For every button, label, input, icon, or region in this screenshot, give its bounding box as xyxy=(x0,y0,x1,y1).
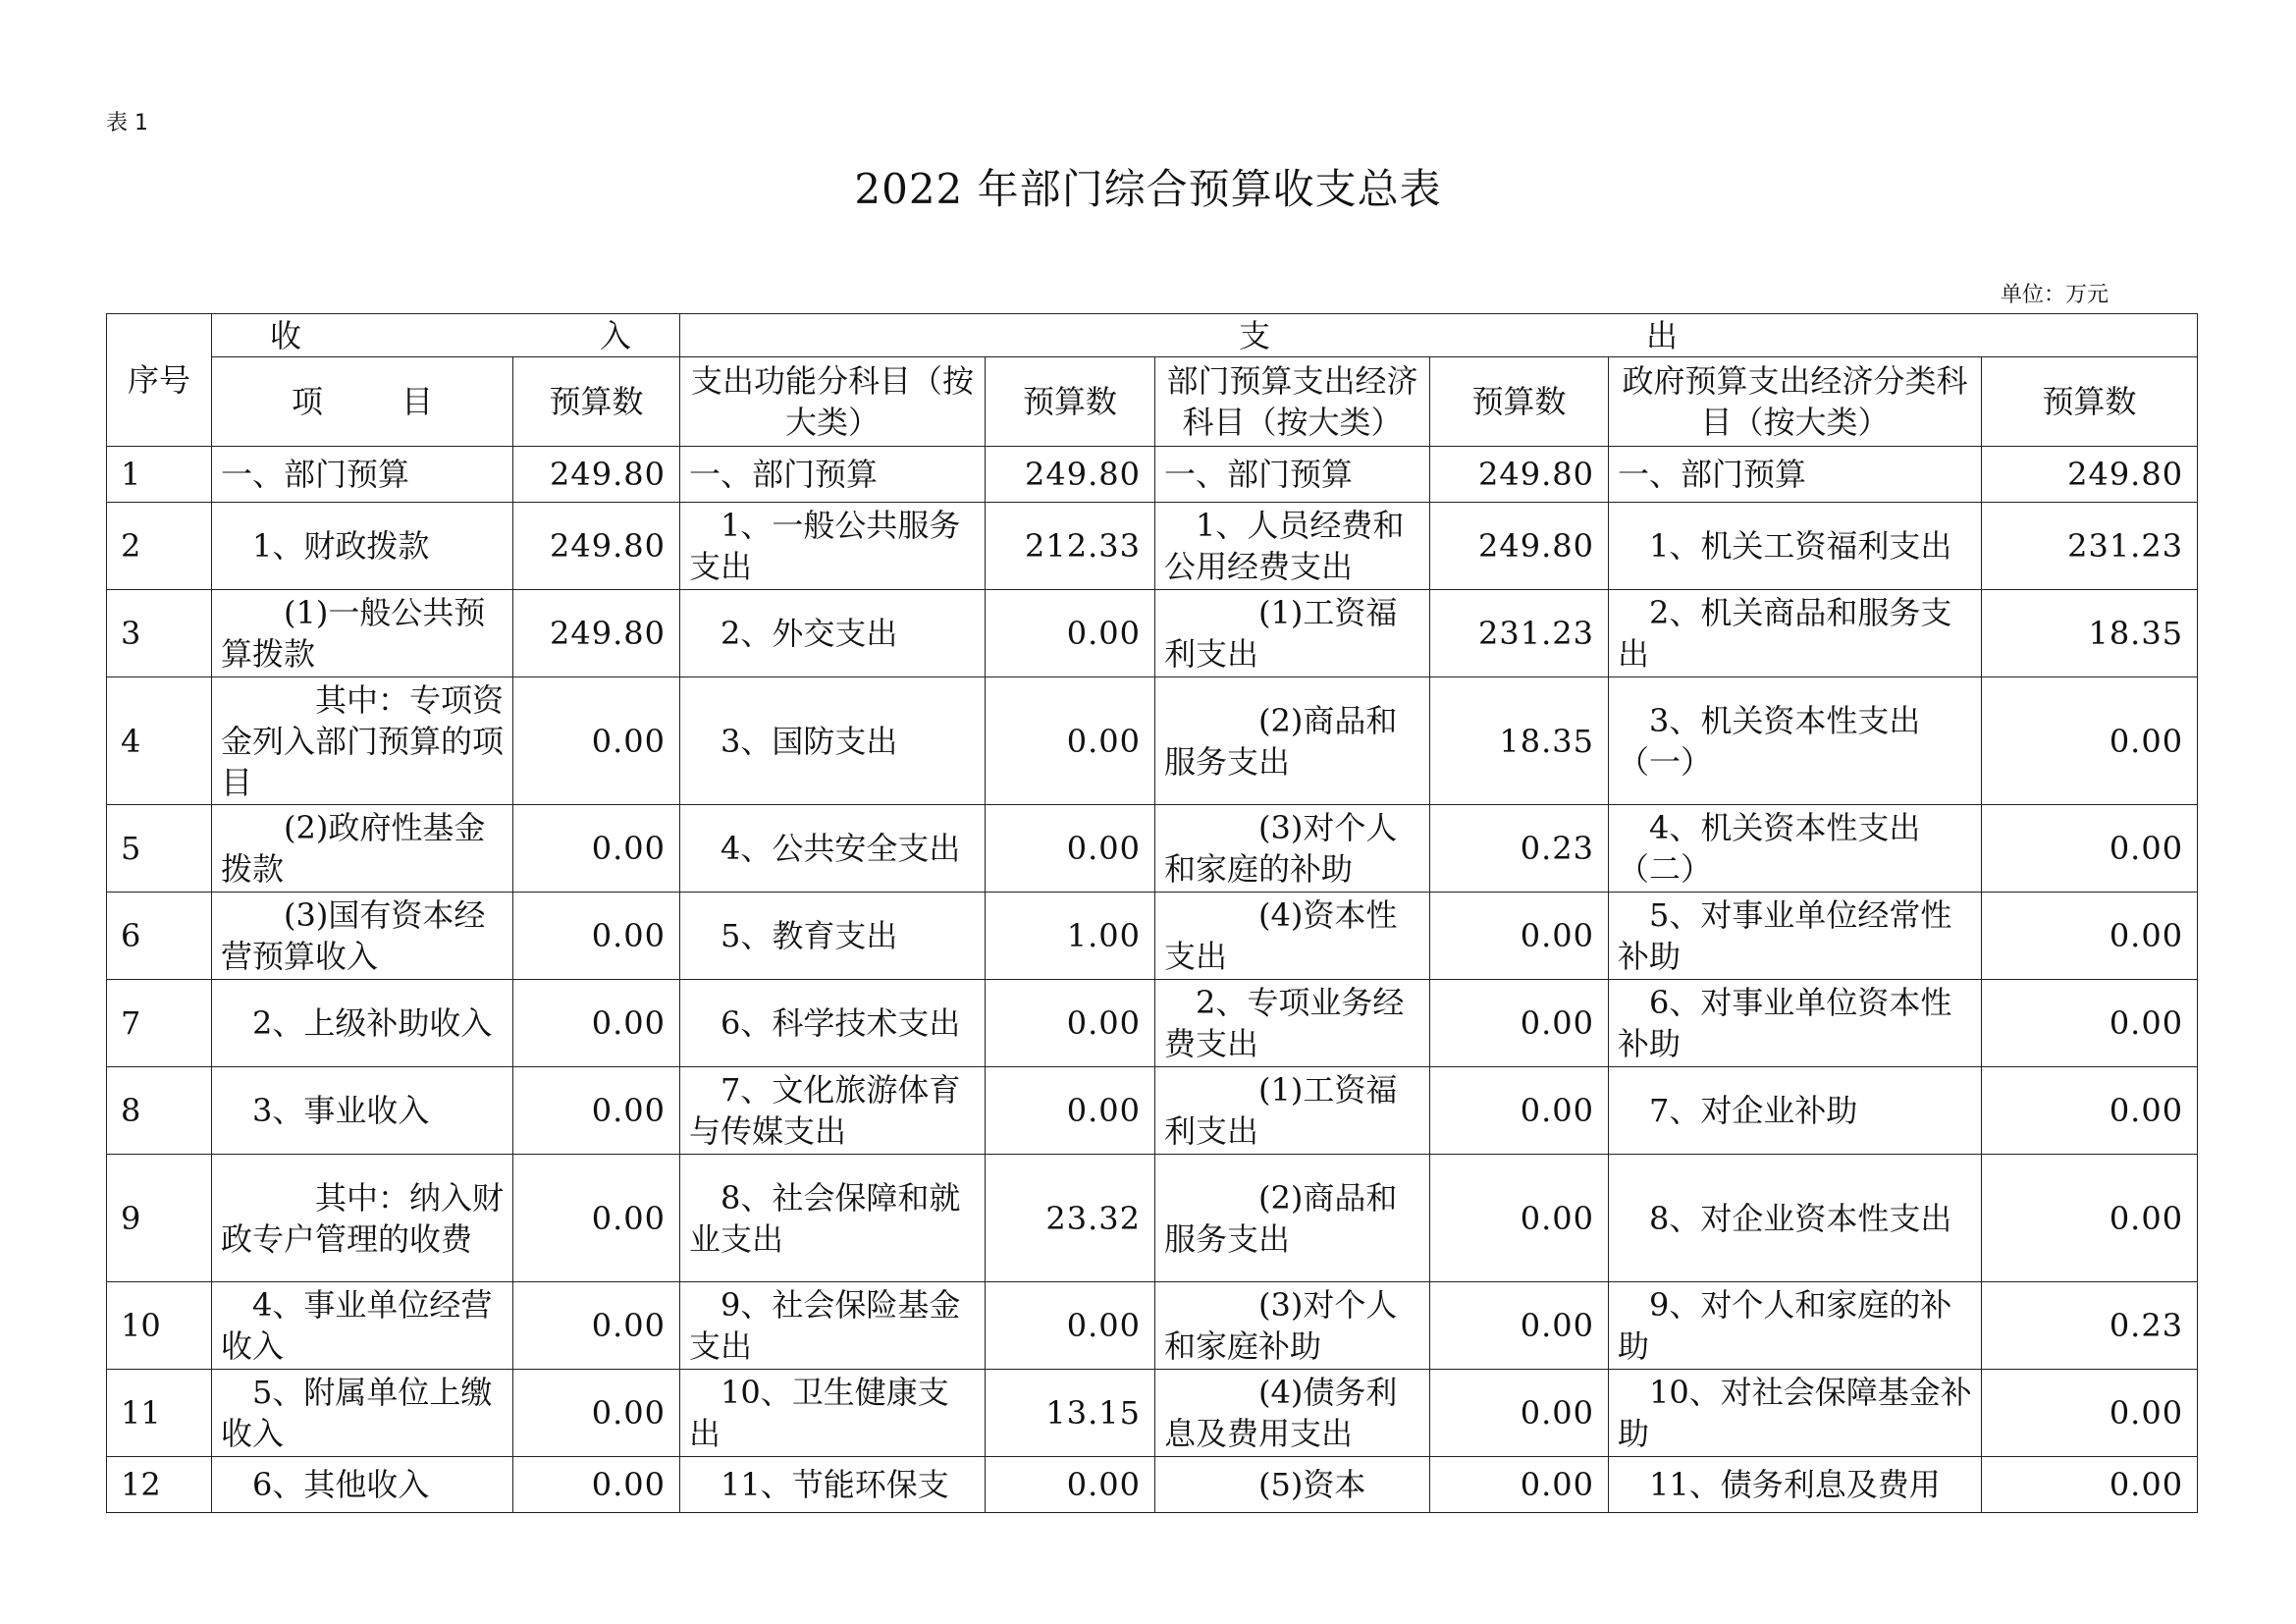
income-value: 0.00 xyxy=(513,980,680,1067)
gov-value: 0.00 xyxy=(1982,805,2198,893)
header-expense xyxy=(680,314,2198,357)
gov-value: 249.80 xyxy=(1982,447,2198,503)
func-value: 0.00 xyxy=(986,980,1155,1067)
func-item: 8、社会保障和就业支出 xyxy=(680,1155,986,1282)
income-item: 一、部门预算 xyxy=(212,447,513,503)
dept-item: (3)对个人和家庭补助 xyxy=(1155,1282,1430,1370)
func-item: 3、国防支出 xyxy=(680,677,986,805)
dept-value: 0.00 xyxy=(1430,980,1609,1067)
dept-value: 0.23 xyxy=(1430,805,1609,893)
row-seq: 10 xyxy=(107,1282,212,1370)
row-seq: 9 xyxy=(107,1155,212,1282)
header-dept-econ: 部门预算支出经济科目（按大类） xyxy=(1155,357,1430,447)
header-income xyxy=(212,314,680,357)
gov-item: 1、机关工资福利支出 xyxy=(1609,503,1982,590)
gov-value: 0.00 xyxy=(1982,893,2198,980)
header-seq: 序号 xyxy=(107,314,212,447)
func-item: 2、外交支出 xyxy=(680,590,986,677)
dept-item: (4)债务利息及费用支出 xyxy=(1155,1370,1430,1457)
gov-value: 0.23 xyxy=(1982,1282,2198,1370)
header-item-char-1: 项 xyxy=(291,383,323,420)
header-dept-budget: 预算数 xyxy=(1430,357,1609,447)
budget-summary-table xyxy=(106,313,2198,1513)
income-item: (1)一般公共预算拨款 xyxy=(212,590,513,677)
income-value: 0.00 xyxy=(513,893,680,980)
unit-label: 单位：万元 xyxy=(2001,283,2109,307)
income-item: 5、附属单位上缴收入 xyxy=(212,1370,513,1457)
header-income-char-2: 入 xyxy=(599,316,631,354)
func-item: 7、文化旅游体育与传媒支出 xyxy=(680,1067,986,1155)
table-row xyxy=(107,805,2198,893)
header-income-budget: 预算数 xyxy=(513,357,680,447)
func-value: 23.32 xyxy=(986,1155,1155,1282)
dept-item: (1)工资福利支出 xyxy=(1155,590,1430,677)
header-row-section xyxy=(107,314,2198,357)
dept-item: (1)工资福利支出 xyxy=(1155,1067,1430,1155)
income-value: 249.80 xyxy=(513,503,680,590)
func-value: 0.00 xyxy=(986,1282,1155,1370)
gov-item: 一、部门预算 xyxy=(1609,447,1982,503)
func-item: 9、社会保险基金支出 xyxy=(680,1282,986,1370)
income-value: 0.00 xyxy=(513,805,680,893)
page-title: 2022 年部门综合预算收支总表 xyxy=(854,165,1442,213)
dept-value: 18.35 xyxy=(1430,677,1609,805)
dept-value: 0.00 xyxy=(1430,1457,1609,1513)
row-seq: 8 xyxy=(107,1067,212,1155)
dept-item: 1、人员经费和公用经费支出 xyxy=(1155,503,1430,590)
income-value: 0.00 xyxy=(513,1370,680,1457)
func-item: 10、卫生健康支出 xyxy=(680,1370,986,1457)
table-row xyxy=(107,1457,2198,1513)
income-value: 0.00 xyxy=(513,1067,680,1155)
gov-item: 10、对社会保障基金补助 xyxy=(1609,1370,1982,1457)
dept-value: 231.23 xyxy=(1430,590,1609,677)
header-item-char-2: 目 xyxy=(401,383,434,420)
dept-item: 2、专项业务经费支出 xyxy=(1155,980,1430,1067)
dept-item: (2)商品和服务支出 xyxy=(1155,1155,1430,1282)
income-item: 其中：专项资金列入部门预算的项目 xyxy=(212,677,513,805)
dept-item: (4)资本性支出 xyxy=(1155,893,1430,980)
row-seq: 7 xyxy=(107,980,212,1067)
gov-value: 0.00 xyxy=(1982,1067,2198,1155)
func-item: 11、节能环保支 xyxy=(680,1457,986,1513)
header-func-budget: 预算数 xyxy=(986,357,1155,447)
func-item: 4、公共安全支出 xyxy=(680,805,986,893)
row-seq: 6 xyxy=(107,893,212,980)
row-seq: 2 xyxy=(107,503,212,590)
table-row xyxy=(107,677,2198,805)
func-value: 0.00 xyxy=(986,805,1155,893)
income-item: (3)国有资本经营预算收入 xyxy=(212,893,513,980)
gov-value: 18.35 xyxy=(1982,590,2198,677)
gov-item: 11、债务利息及费用 xyxy=(1609,1457,1982,1513)
gov-value: 0.00 xyxy=(1982,677,2198,805)
func-item: 6、科学技术支出 xyxy=(680,980,986,1067)
gov-value: 231.23 xyxy=(1982,503,2198,590)
gov-value: 0.00 xyxy=(1982,1370,2198,1457)
income-value: 0.00 xyxy=(513,1155,680,1282)
gov-value: 0.00 xyxy=(1982,1457,2198,1513)
dept-value: 0.00 xyxy=(1430,1155,1609,1282)
gov-item: 3、机关资本性支出（一） xyxy=(1609,677,1982,805)
income-item: 4、事业单位经营收入 xyxy=(212,1282,513,1370)
gov-value: 0.00 xyxy=(1982,1155,2198,1282)
dept-value: 0.00 xyxy=(1430,1067,1609,1155)
header-row-columns xyxy=(107,357,2198,447)
header-income-char-1: 收 xyxy=(270,316,302,354)
income-item: 6、其他收入 xyxy=(212,1457,513,1513)
table-row xyxy=(107,503,2198,590)
table-row xyxy=(107,1370,2198,1457)
income-value: 0.00 xyxy=(513,677,680,805)
income-item: 1、财政拨款 xyxy=(212,503,513,590)
func-value: 0.00 xyxy=(986,590,1155,677)
row-seq: 3 xyxy=(107,590,212,677)
income-value: 249.80 xyxy=(513,447,680,503)
func-value: 0.00 xyxy=(986,1457,1155,1513)
income-item: 3、事业收入 xyxy=(212,1067,513,1155)
header-item xyxy=(212,357,513,447)
dept-value: 0.00 xyxy=(1430,893,1609,980)
row-seq: 1 xyxy=(107,447,212,503)
row-seq: 5 xyxy=(107,805,212,893)
header-func-class: 支出功能分科目（按大类） xyxy=(680,357,986,447)
table-row xyxy=(107,1067,2198,1155)
func-item: 1、一般公共服务支出 xyxy=(680,503,986,590)
income-item: 其中：纳入财政专户管理的收费 xyxy=(212,1155,513,1282)
func-value: 13.15 xyxy=(986,1370,1155,1457)
func-value: 0.00 xyxy=(986,677,1155,805)
table-number-label: 表 1 xyxy=(106,111,148,135)
row-seq: 11 xyxy=(107,1370,212,1457)
row-seq: 12 xyxy=(107,1457,212,1513)
func-value: 1.00 xyxy=(986,893,1155,980)
table-row xyxy=(107,980,2198,1067)
dept-value: 249.80 xyxy=(1430,503,1609,590)
func-value: 0.00 xyxy=(986,1067,1155,1155)
income-value: 0.00 xyxy=(513,1282,680,1370)
header-gov-budget: 预算数 xyxy=(1982,357,2198,447)
income-value: 0.00 xyxy=(513,1457,680,1513)
table-row xyxy=(107,590,2198,677)
gov-item: 2、机关商品和服务支出 xyxy=(1609,590,1982,677)
gov-item: 9、对个人和家庭的补助 xyxy=(1609,1282,1982,1370)
func-value: 212.33 xyxy=(986,503,1155,590)
dept-value: 249.80 xyxy=(1430,447,1609,503)
income-item: 2、上级补助收入 xyxy=(212,980,513,1067)
row-seq: 4 xyxy=(107,677,212,805)
table-row xyxy=(107,1282,2198,1370)
gov-item: 5、对事业单位经常性补助 xyxy=(1609,893,1982,980)
table-row xyxy=(107,447,2198,503)
header-gov-econ: 政府预算支出经济分类科目（按大类） xyxy=(1609,357,1982,447)
gov-item: 4、机关资本性支出（二） xyxy=(1609,805,1982,893)
dept-item: 一、部门预算 xyxy=(1155,447,1430,503)
dept-value: 0.00 xyxy=(1430,1370,1609,1457)
table-row xyxy=(107,893,2198,980)
dept-item: (3)对个人和家庭的补助 xyxy=(1155,805,1430,893)
header-expense-char-1: 支 xyxy=(1239,316,1271,354)
gov-value: 0.00 xyxy=(1982,980,2198,1067)
dept-value: 0.00 xyxy=(1430,1282,1609,1370)
dept-item: (2)商品和服务支出 xyxy=(1155,677,1430,805)
header-expense-char-2: 出 xyxy=(1646,316,1679,354)
gov-item: 7、对企业补助 xyxy=(1609,1067,1982,1155)
gov-item: 6、对事业单位资本性补助 xyxy=(1609,980,1982,1067)
gov-item: 8、对企业资本性支出 xyxy=(1609,1155,1982,1282)
dept-item: (5)资本 xyxy=(1155,1457,1430,1513)
table-row xyxy=(107,1155,2198,1282)
func-item: 5、教育支出 xyxy=(680,893,986,980)
income-item: (2)政府性基金拨款 xyxy=(212,805,513,893)
func-item: 一、部门预算 xyxy=(680,447,986,503)
income-value: 249.80 xyxy=(513,590,680,677)
func-value: 249.80 xyxy=(986,447,1155,503)
